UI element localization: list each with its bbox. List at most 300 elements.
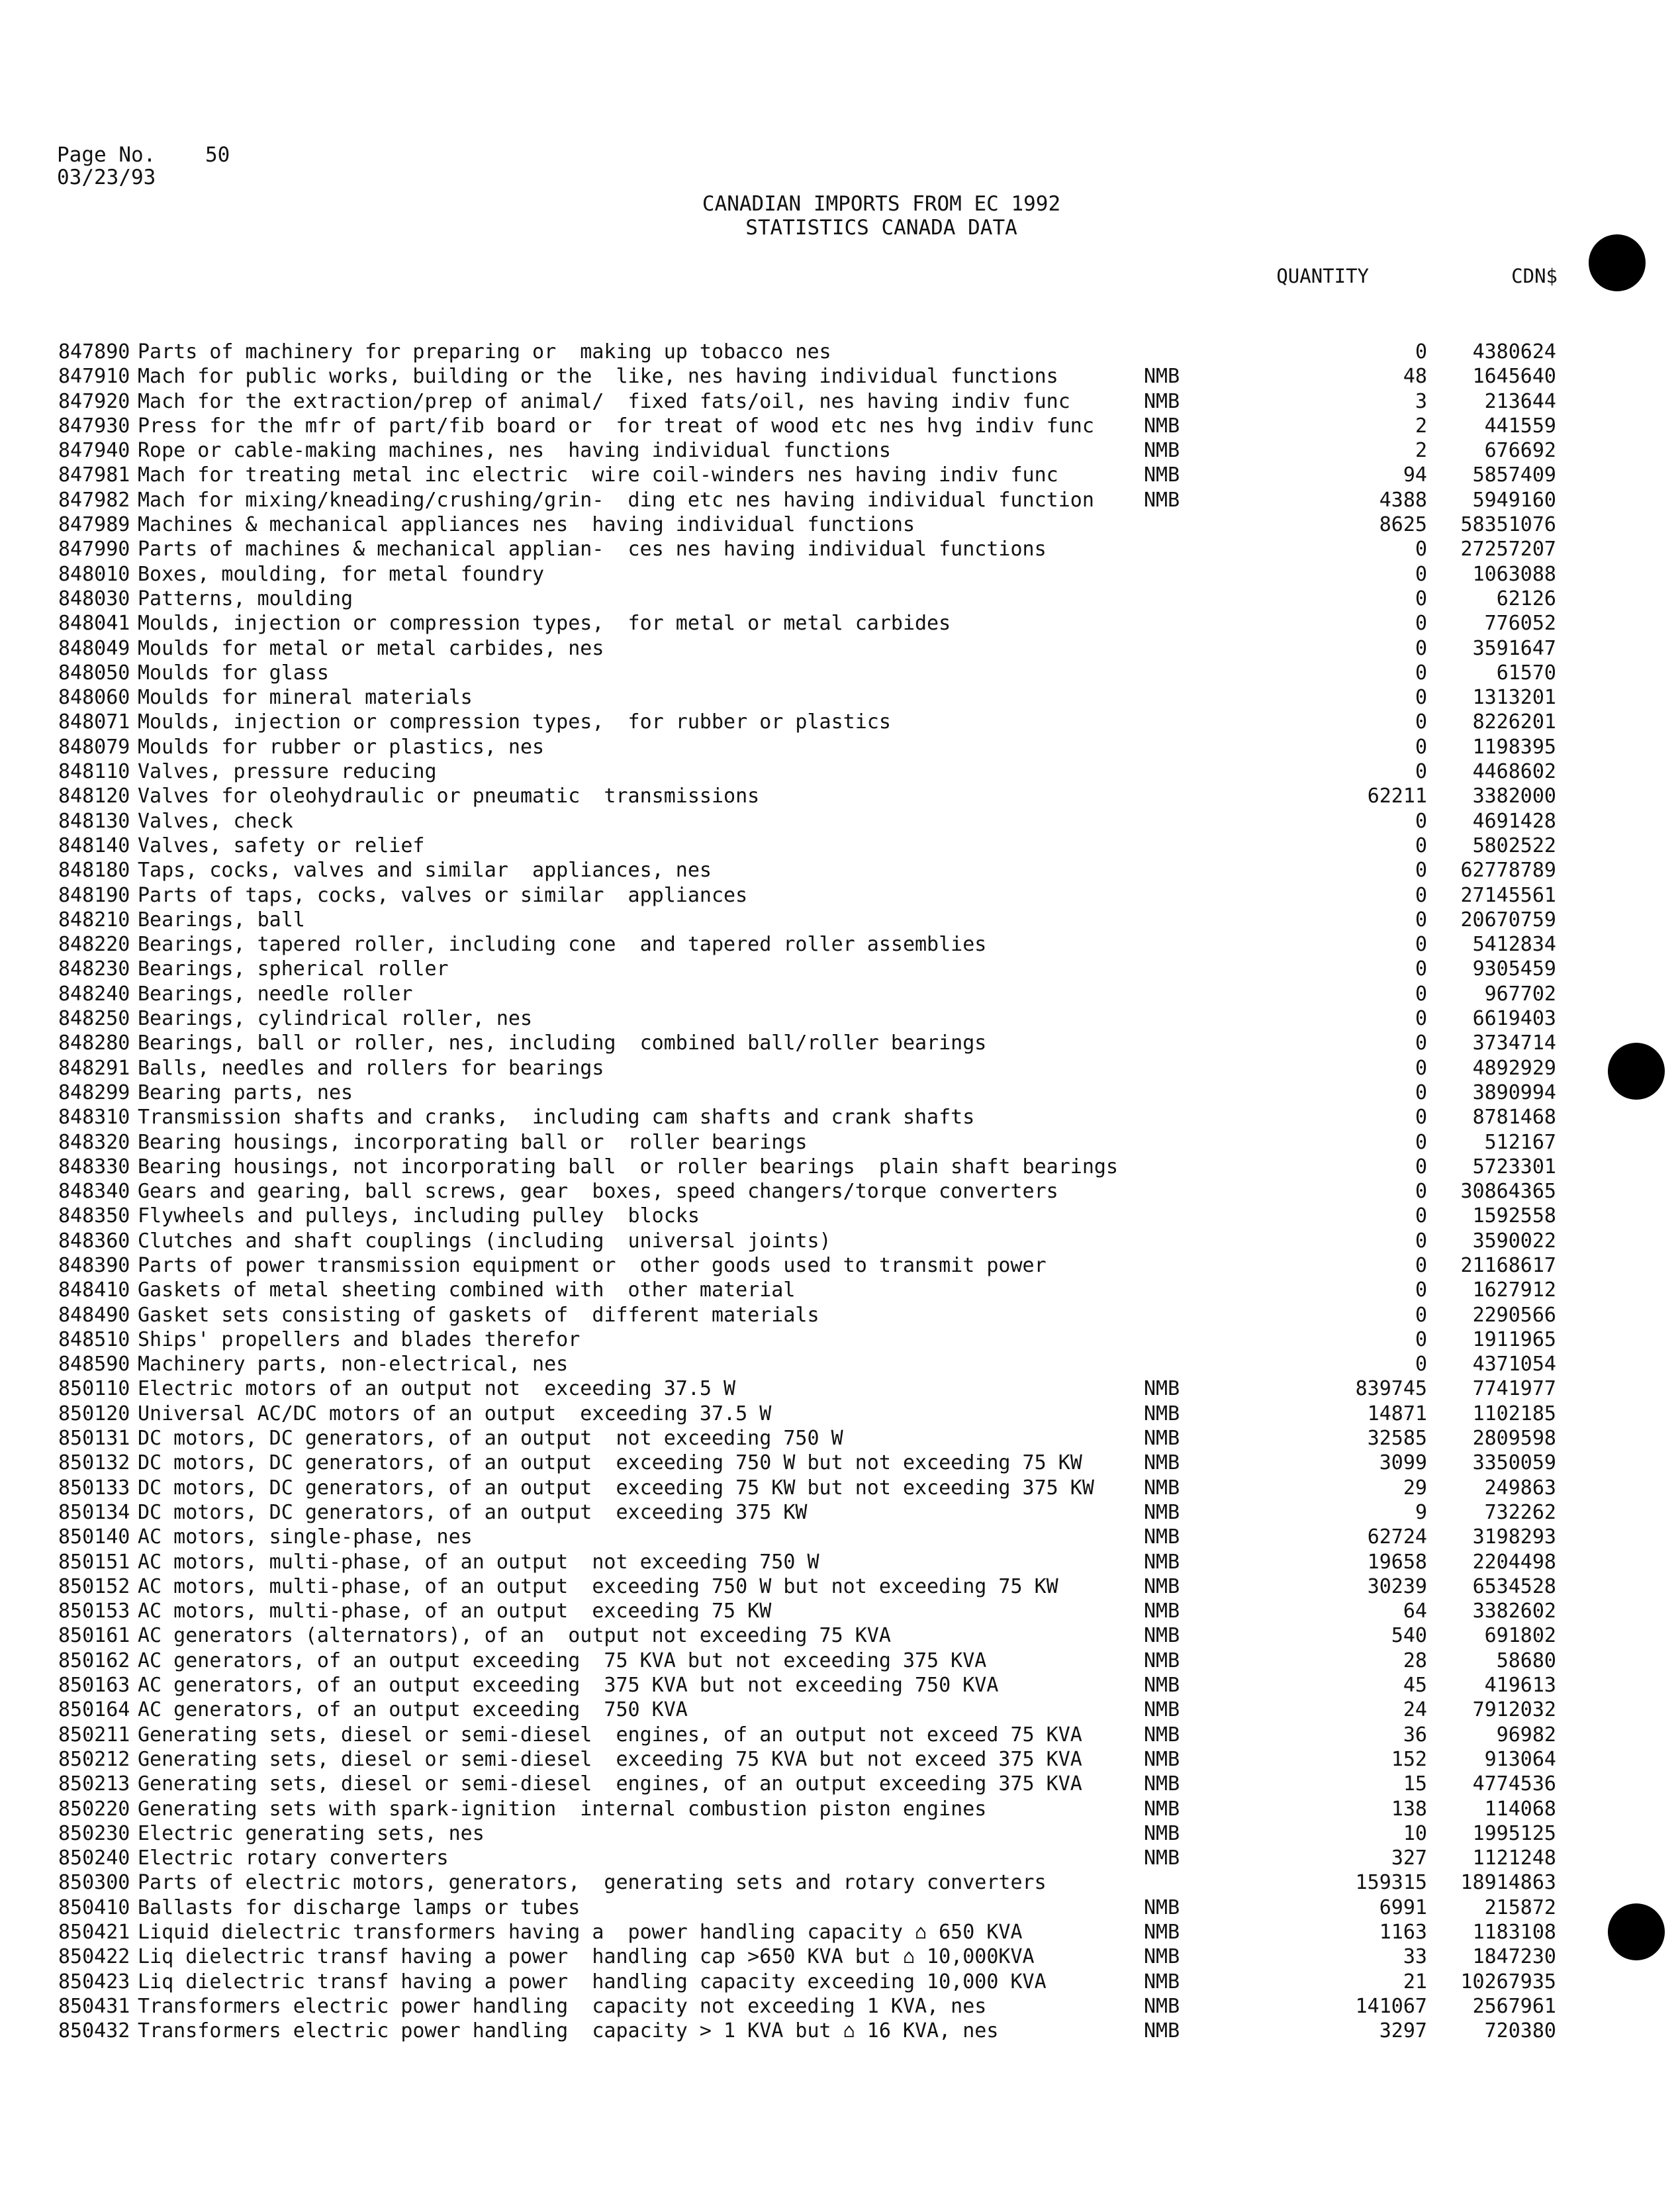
commodity-code: 847990: [58, 538, 130, 561]
cdn-value: 5723301: [1472, 1155, 1556, 1178]
quantity-value: 0: [1415, 612, 1427, 636]
commodity-code: 850131: [58, 1427, 130, 1451]
commodity-code: 850134: [58, 1500, 130, 1524]
cdn-value: 1063088: [1472, 562, 1556, 586]
unit-of-measure: NMB: [1144, 1821, 1180, 1845]
imports-table: [58, 340, 1581, 2043]
cdn-value: 4380624: [1472, 340, 1556, 363]
unit-of-measure: NMB: [1144, 1574, 1180, 1598]
cdn-value: 5857409: [1472, 463, 1556, 487]
commodity-description: Generating sets, diesel or semi-diesel engines, of an output exceeding 375 KVA: [138, 1772, 1082, 1796]
cdn-value: 419613: [1484, 1674, 1556, 1698]
table-row: [58, 1155, 1581, 1179]
commodity-code: 848330: [58, 1155, 130, 1178]
commodity-code: 848280: [58, 1031, 130, 1055]
table-row: [58, 1204, 1581, 1228]
cdn-value: 8781468: [1472, 1106, 1556, 1129]
commodity-description: Valves, check: [138, 809, 293, 833]
cdn-value: 2290566: [1472, 1303, 1556, 1327]
commodity-description: Bearings, cylindrical roller, nes: [138, 1007, 533, 1031]
commodity-description: AC generators, of an output exceeding 75 KVA but not exceeding 375 KVA: [138, 1649, 987, 1672]
commodity-code: 848210: [58, 908, 130, 932]
table-row: [58, 1895, 1581, 1920]
commodity-description: Mach for the extraction/prep of animal/ fixed fats/oil, nes having indiv func: [138, 389, 1070, 413]
commodity-description: Parts of machines & mechanical applian- ces nes having individual functions: [138, 538, 1047, 561]
quantity-value: 141067: [1355, 1994, 1427, 2018]
commodity-code: 848071: [58, 710, 130, 734]
table-row: [58, 1797, 1581, 1821]
table-row: [58, 1920, 1581, 1944]
commodity-code: 848340: [58, 1180, 130, 1204]
commodity-code: 850132: [58, 1451, 130, 1475]
quantity-value: 0: [1415, 686, 1427, 710]
table-row: [58, 438, 1581, 463]
commodity-code: 848350: [58, 1204, 130, 1228]
commodity-description: Press for the mfr of part/fib board or for treat of wood etc nes hvg indiv func: [138, 414, 1094, 438]
commodity-code: 848299: [58, 1080, 130, 1104]
unit-of-measure: NMB: [1144, 1649, 1180, 1672]
unit-of-measure: NMB: [1144, 1747, 1180, 1771]
table-row: [58, 636, 1581, 661]
cdn-value: 1627912: [1472, 1278, 1556, 1302]
table-row: [58, 759, 1581, 784]
table-row: [58, 858, 1581, 883]
commodity-code: 848360: [58, 1229, 130, 1253]
cdn-value: 3382602: [1472, 1600, 1556, 1623]
quantity-value: 0: [1415, 760, 1427, 784]
cdn-value: 21168617: [1460, 1253, 1556, 1277]
cdn-value: 6534528: [1472, 1574, 1556, 1598]
table-row: [58, 1006, 1581, 1031]
unit-of-measure: NMB: [1144, 1427, 1180, 1451]
table-row: [58, 1574, 1581, 1599]
quantity-value: 24: [1403, 1698, 1427, 1722]
quantity-value: 540: [1391, 1624, 1427, 1648]
commodity-code: 850300: [58, 1871, 130, 1895]
commodity-description: Bearings, spherical roller: [138, 957, 449, 981]
commodity-description: Bearing parts, nes: [138, 1080, 353, 1104]
commodity-description: DC motors, DC generators, of an output exceeding 75 KW but not exceeding 375 KW: [138, 1476, 1094, 1500]
commodity-code: 850240: [58, 1846, 130, 1870]
quantity-value: 2: [1415, 414, 1427, 438]
table-row: [58, 1451, 1581, 1475]
commodity-description: Bearings, ball or roller, nes, including combined ball/roller bearings: [138, 1031, 987, 1055]
commodity-description: AC motors, multi-phase, of an output exceeding 750 W but not exceeding 75 KW: [138, 1574, 1058, 1598]
cdn-value: 9305459: [1472, 957, 1556, 981]
commodity-code: 850213: [58, 1772, 130, 1796]
commodity-description: Parts of electric motors, generators, generating sets and rotary converters: [138, 1871, 1047, 1895]
commodity-description: Liq dielectric transf having a power handling capacity exceeding 10,000 KVA: [138, 1970, 1047, 1993]
commodity-code: 850422: [58, 1945, 130, 1969]
commodity-code: 850212: [58, 1747, 130, 1771]
cdn-value: 1995125: [1472, 1821, 1556, 1845]
cdn-value: 215872: [1484, 1895, 1556, 1919]
unit-of-measure: NMB: [1144, 1772, 1180, 1796]
commodity-code: 850153: [58, 1600, 130, 1623]
commodity-code: 850163: [58, 1674, 130, 1698]
unit-of-measure: NMB: [1144, 365, 1180, 389]
page-number-line: [57, 143, 230, 167]
commodity-code: 850162: [58, 1649, 130, 1672]
quantity-value: 30239: [1367, 1574, 1427, 1598]
commodity-description: Bearings, tapered roller, including cone and tapered roller assemblies: [138, 933, 987, 957]
quantity-value: 839745: [1355, 1377, 1427, 1401]
quantity-value: 0: [1415, 908, 1427, 932]
commodity-code: 848140: [58, 834, 130, 857]
cdn-value: 1645640: [1472, 365, 1556, 389]
quantity-value: 152: [1391, 1747, 1427, 1771]
table-row: [58, 1649, 1581, 1673]
table-row: [58, 488, 1581, 512]
table-row: [58, 1747, 1581, 1772]
commodity-description: Moulds, injection or compression types, for metal or metal carbides: [138, 612, 951, 636]
cdn-value: 732262: [1484, 1500, 1556, 1524]
quantity-value: 0: [1415, 1031, 1427, 1055]
quantity-value: 29: [1403, 1476, 1427, 1500]
cdn-value: 8226201: [1472, 710, 1556, 734]
table-row: [58, 364, 1581, 389]
cdn-value: 441559: [1484, 414, 1556, 438]
table-row: [58, 1179, 1581, 1204]
table-row: [58, 2019, 1581, 2043]
table-row: [58, 1105, 1581, 1129]
unit-of-measure: NMB: [1144, 1970, 1180, 1993]
table-row: [58, 1253, 1581, 1278]
commodity-code: 848490: [58, 1303, 130, 1327]
page-label: Page No.: [57, 143, 156, 167]
quantity-value: 0: [1415, 1278, 1427, 1302]
table-row: [58, 1278, 1581, 1302]
cdn-value: 2809598: [1472, 1427, 1556, 1451]
unit-of-measure: NMB: [1144, 2019, 1180, 2043]
quantity-value: 0: [1415, 1327, 1427, 1351]
quantity-value: 36: [1403, 1723, 1427, 1747]
quantity-value: 0: [1415, 809, 1427, 833]
cdn-value: 512167: [1484, 1130, 1556, 1154]
commodity-code: 847940: [58, 439, 130, 463]
quantity-value: 94: [1403, 463, 1427, 487]
table-row: [58, 883, 1581, 908]
quantity-value: 10: [1403, 1821, 1427, 1845]
quantity-value: 21: [1403, 1970, 1427, 1993]
cdn-value: 1911965: [1472, 1327, 1556, 1351]
report-title: CANADIAN IMPORTS FROM EC 1992: [702, 192, 1061, 216]
quantity-value: 0: [1415, 1180, 1427, 1204]
quantity-value: 33: [1403, 1945, 1427, 1969]
table-row: [58, 908, 1581, 932]
quantity-value: 0: [1415, 1080, 1427, 1104]
unit-of-measure: NMB: [1144, 463, 1180, 487]
commodity-description: Taps, cocks, valves and similar appliances, nes: [138, 859, 712, 883]
unit-of-measure: NMB: [1144, 1377, 1180, 1401]
cdn-value: 96982: [1496, 1723, 1556, 1747]
commodity-code: 847890: [58, 340, 130, 363]
quantity-value: 0: [1415, 1130, 1427, 1154]
commodity-description: Bearing housings, not incorporating ball or roller bearings plain shaft bearings: [138, 1155, 1119, 1178]
unit-of-measure: NMB: [1144, 1550, 1180, 1574]
commodity-code: 850220: [58, 1797, 130, 1821]
quantity-value: 32585: [1367, 1427, 1427, 1451]
commodity-description: Parts of power transmission equipment or other goods used to transmit power: [138, 1253, 1047, 1277]
commodity-description: Rope or cable-making machines, nes having individual functions: [138, 439, 891, 463]
commodity-description: Mach for treating metal inc electric wire coil-winders nes having indiv func: [138, 463, 1058, 487]
report-subtitle: STATISTICS CANADA DATA: [745, 216, 1017, 240]
table-row: [58, 1500, 1581, 1525]
cdn-value: 213644: [1484, 389, 1556, 413]
quantity-value: 4388: [1379, 488, 1427, 512]
quantity-value: 159315: [1355, 1871, 1427, 1895]
commodity-code: 850140: [58, 1525, 130, 1549]
page-number: 50: [205, 143, 230, 167]
quantity-value: 0: [1415, 735, 1427, 759]
table-row: [58, 1970, 1581, 1994]
commodity-code: 850152: [58, 1574, 130, 1598]
commodity-description: Generating sets, diesel or semi-diesel exceeding 75 KVA but not exceed 375 KVA: [138, 1747, 1082, 1771]
cdn-value: 1121248: [1472, 1846, 1556, 1870]
quantity-value: 2: [1415, 439, 1427, 463]
quantity-value: 15: [1403, 1772, 1427, 1796]
table-row: [58, 1846, 1581, 1870]
cdn-value: 1592558: [1472, 1204, 1556, 1228]
quantity-value: 0: [1415, 1155, 1427, 1178]
report-date: 03/23/93: [57, 166, 156, 189]
table-row: [58, 389, 1581, 414]
column-header-quantity: QUANTITY: [1276, 265, 1369, 287]
commodity-description: AC generators, of an output exceeding 375 KVA but not exceeding 750 KVA: [138, 1674, 999, 1698]
quantity-value: 0: [1415, 710, 1427, 734]
unit-of-measure: NMB: [1144, 1895, 1180, 1919]
commodity-description: Moulds, injection or compression types, for rubber or plastics: [138, 710, 891, 734]
table-row: [58, 1376, 1581, 1401]
commodity-description: Bearings, needle roller: [138, 982, 413, 1006]
table-row: [58, 809, 1581, 834]
commodity-description: Valves, pressure reducing: [138, 760, 437, 784]
commodity-description: Bearing housings, incorporating ball or roller bearings: [138, 1130, 808, 1154]
unit-of-measure: NMB: [1144, 439, 1180, 463]
cdn-value: 3590022: [1472, 1229, 1556, 1253]
unit-of-measure: NMB: [1144, 1525, 1180, 1549]
unit-of-measure: NMB: [1144, 1476, 1180, 1500]
commodity-code: 848120: [58, 785, 130, 808]
cdn-value: 3890994: [1472, 1080, 1556, 1104]
commodity-code: 848050: [58, 661, 130, 685]
quantity-value: 0: [1415, 661, 1427, 685]
cdn-value: 62778789: [1460, 859, 1556, 883]
table-row: [58, 587, 1581, 611]
cdn-value: 27145561: [1460, 883, 1556, 907]
cdn-value: 1313201: [1472, 686, 1556, 710]
commodity-description: Transmission shafts and cranks, including cam shafts and crank shafts: [138, 1106, 975, 1129]
table-row: [58, 1327, 1581, 1352]
table-row: [58, 932, 1581, 957]
unit-of-measure: NMB: [1144, 1402, 1180, 1425]
cdn-value: 4468602: [1472, 760, 1556, 784]
commodity-description: Moulds for glass: [138, 661, 329, 685]
commodity-code: 848060: [58, 686, 130, 710]
commodity-description: Flywheels and pulleys, including pulley blocks: [138, 1204, 700, 1228]
cdn-value: 4371054: [1472, 1353, 1556, 1376]
commodity-description: AC generators (alternators), of an output not exceeding 75 KVA: [138, 1624, 891, 1648]
commodity-description: Gasket sets consisting of gaskets of different materials: [138, 1303, 819, 1327]
cdn-value: 913064: [1484, 1747, 1556, 1771]
commodity-description: Patterns, moulding: [138, 587, 353, 610]
quantity-value: 0: [1415, 1303, 1427, 1327]
quantity-value: 3297: [1379, 2019, 1427, 2043]
quantity-value: 0: [1415, 636, 1427, 660]
commodity-description: Electric generating sets, nes: [138, 1821, 485, 1845]
table-row: [58, 512, 1581, 537]
cdn-value: 5412834: [1472, 933, 1556, 957]
cdn-value: 5949160: [1472, 488, 1556, 512]
column-header-cdn: CDN$: [1511, 265, 1558, 287]
quantity-value: 62724: [1367, 1525, 1427, 1549]
cdn-value: 6619403: [1472, 1007, 1556, 1031]
cdn-value: 58680: [1496, 1649, 1556, 1672]
table-row: [58, 661, 1581, 685]
commodity-code: 848010: [58, 562, 130, 586]
table-row: [58, 562, 1581, 587]
quantity-value: 0: [1415, 1229, 1427, 1253]
commodity-description: Boxes, moulding, for metal foundry: [138, 562, 545, 586]
commodity-description: DC motors, DC generators, of an output exceeding 750 W but not exceeding 75 KW: [138, 1451, 1082, 1475]
commodity-code: 850432: [58, 2019, 130, 2043]
commodity-code: 850151: [58, 1550, 130, 1574]
unit-of-measure: NMB: [1144, 1921, 1180, 1944]
commodity-description: Ships' propellers and blades therefor: [138, 1327, 581, 1351]
table-row: [58, 1352, 1581, 1376]
commodity-code: 848310: [58, 1106, 130, 1129]
commodity-code: 848110: [58, 760, 130, 784]
commodity-description: Transformers electric power handling capacity not exceeding 1 KVA, nes: [138, 1994, 987, 2018]
quantity-value: 0: [1415, 538, 1427, 561]
punch-hole: [1589, 234, 1646, 291]
commodity-code: 848590: [58, 1353, 130, 1376]
table-row: [58, 611, 1581, 636]
commodity-description: Parts of machinery for preparing or making up tobacco nes: [138, 340, 831, 363]
table-row: [58, 1623, 1581, 1648]
commodity-description: Transformers electric power handling capacity > 1 KVA but ⌂ 16 KVA, nes: [138, 2019, 999, 2043]
table-row: [58, 1772, 1581, 1796]
cdn-value: 3198293: [1472, 1525, 1556, 1549]
table-row: [58, 537, 1581, 561]
table-row: [58, 1723, 1581, 1747]
table-row: [58, 340, 1581, 364]
table-row: [58, 1599, 1581, 1623]
commodity-code: 850230: [58, 1821, 130, 1845]
commodity-description: Clutches and shaft couplings (including universal joints): [138, 1229, 831, 1253]
cdn-value: 3734714: [1472, 1031, 1556, 1055]
quantity-value: 0: [1415, 957, 1427, 981]
commodity-description: AC generators, of an output exceeding 750 KVA: [138, 1698, 688, 1722]
punch-hole: [1608, 1043, 1665, 1100]
commodity-code: 850161: [58, 1624, 130, 1648]
quantity-value: 0: [1415, 562, 1427, 586]
unit-of-measure: NMB: [1144, 1846, 1180, 1870]
unit-of-measure: NMB: [1144, 1994, 1180, 2018]
quantity-value: 9: [1415, 1500, 1427, 1524]
table-row: [58, 1698, 1581, 1722]
table-row: [58, 1426, 1581, 1451]
quantity-value: 0: [1415, 883, 1427, 907]
commodity-code: 850133: [58, 1476, 130, 1500]
commodity-description: Gears and gearing, ball screws, gear boxes, speed changers/torque converters: [138, 1180, 1058, 1204]
commodity-code: 848049: [58, 636, 130, 660]
commodity-code: 848180: [58, 859, 130, 883]
cdn-value: 1847230: [1472, 1945, 1556, 1969]
commodity-code: 848240: [58, 982, 130, 1006]
table-row: [58, 1821, 1581, 1846]
cdn-value: 3382000: [1472, 785, 1556, 808]
commodity-description: AC motors, multi-phase, of an output exceeding 75 KW: [138, 1600, 772, 1623]
commodity-code: 848320: [58, 1130, 130, 1154]
quantity-value: 0: [1415, 1056, 1427, 1080]
cdn-value: 114068: [1484, 1797, 1556, 1821]
commodity-code: 847920: [58, 389, 130, 413]
commodity-code: 850410: [58, 1895, 130, 1919]
cdn-value: 27257207: [1460, 538, 1556, 561]
table-row: [58, 834, 1581, 858]
quantity-value: 0: [1415, 587, 1427, 610]
quantity-value: 0: [1415, 859, 1427, 883]
commodity-description: Universal AC/DC motors of an output exceeding 37.5 W: [138, 1402, 772, 1425]
quantity-value: 0: [1415, 1204, 1427, 1228]
cdn-value: 7741977: [1472, 1377, 1556, 1401]
cdn-value: 4892929: [1472, 1056, 1556, 1080]
cdn-value: 2567961: [1472, 1994, 1556, 2018]
commodity-code: 848410: [58, 1278, 130, 1302]
commodity-code: 848190: [58, 883, 130, 907]
quantity-value: 45: [1403, 1674, 1427, 1698]
quantity-value: 327: [1391, 1846, 1427, 1870]
commodity-description: Moulds for metal or metal carbides, nes: [138, 636, 604, 660]
commodity-description: Mach for mixing/kneading/crushing/grin- ding etc nes having individual function: [138, 488, 1094, 512]
punch-hole: [1608, 1903, 1665, 1960]
unit-of-measure: NMB: [1144, 1723, 1180, 1747]
commodity-description: Machinery parts, non-electrical, nes: [138, 1353, 569, 1376]
commodity-description: Moulds for rubber or plastics, nes: [138, 735, 545, 759]
commodity-code: 848230: [58, 957, 130, 981]
commodity-description: Moulds for mineral materials: [138, 686, 473, 710]
quantity-value: 8625: [1379, 513, 1427, 537]
quantity-value: 0: [1415, 982, 1427, 1006]
cdn-value: 691802: [1484, 1624, 1556, 1648]
commodity-code: 848041: [58, 612, 130, 636]
unit-of-measure: NMB: [1144, 1674, 1180, 1698]
unit-of-measure: NMB: [1144, 1698, 1180, 1722]
quantity-value: 0: [1415, 340, 1427, 363]
table-row: [58, 1303, 1581, 1327]
cdn-value: 3350059: [1472, 1451, 1556, 1475]
unit-of-measure: NMB: [1144, 488, 1180, 512]
quantity-value: 28: [1403, 1649, 1427, 1672]
cdn-value: 776052: [1484, 612, 1556, 636]
table-row: [58, 957, 1581, 981]
commodity-description: AC motors, single-phase, nes: [138, 1525, 473, 1549]
cdn-value: 5802522: [1472, 834, 1556, 857]
commodity-code: 848291: [58, 1056, 130, 1080]
unit-of-measure: NMB: [1144, 1797, 1180, 1821]
table-row: [58, 1994, 1581, 2019]
commodity-code: 847982: [58, 488, 130, 512]
commodity-code: 848079: [58, 735, 130, 759]
commodity-code: 850211: [58, 1723, 130, 1747]
cdn-value: 58351076: [1460, 513, 1556, 537]
cdn-value: 7912032: [1472, 1698, 1556, 1722]
commodity-description: Ballasts for discharge lamps or tubes: [138, 1895, 581, 1919]
table-row: [58, 685, 1581, 710]
unit-of-measure: NMB: [1144, 1624, 1180, 1648]
quantity-value: 0: [1415, 1253, 1427, 1277]
